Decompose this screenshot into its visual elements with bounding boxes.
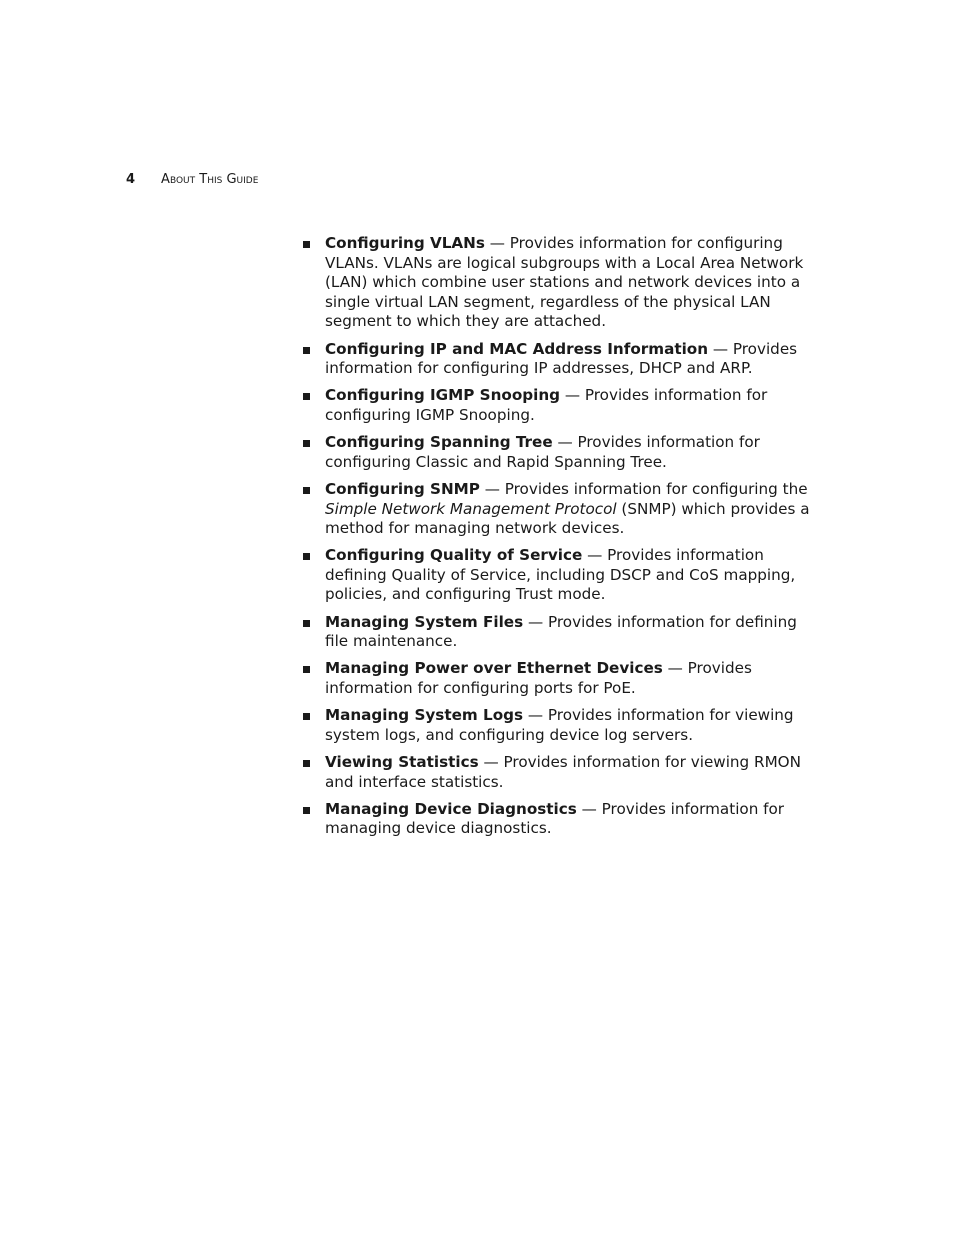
topic-item-managing-device-diagnostics [303,800,813,839]
topic-description-continued: (SNMP) which provides a method for managing network devices. [325,499,810,538]
topic-description: — Provides information for configuring Classic and Rapid Spanning Tree. [325,433,760,471]
square-bullet-icon [303,666,310,673]
topic-title: Managing Power over Ethernet Devices [325,659,663,678]
topic-description: — Provides information defining Quality of Service, including DSCP and CoS mapping, policies, and configuring Trust mode. [325,546,796,604]
topic-description: — Provides information for configuring ports for PoE. [325,659,752,698]
topic-item-configuring-igmp-snooping [303,386,813,425]
topic-item-managing-system-files [303,613,813,652]
topic-description: — Provides information for configuring IGMP Snooping. [325,386,768,424]
topic-title: Configuring IGMP Snooping [325,386,561,405]
topic-item-configuring-qos [303,546,813,605]
running-title: About This Guide [161,172,259,187]
square-bullet-icon [303,620,310,627]
topic-description: — Provides information for managing device diagnostics. [325,799,785,838]
topic-item-managing-poe-devices [303,659,813,698]
square-bullet-icon [303,807,310,814]
topic-title: Configuring Quality of Service [325,546,583,565]
square-bullet-icon [303,393,310,400]
topic-item-managing-system-logs [303,706,813,745]
page-number: 4 [126,172,136,187]
topic-description: — Provides information for configuring IP addresses, DHCP and ARP. [325,339,798,378]
square-bullet-icon [303,241,310,248]
topic-item-configuring-snmp [303,480,813,539]
topic-description: — Provides information for defining file maintenance. [325,612,797,651]
topic-title: Configuring Spanning Tree [325,433,553,452]
topic-description: — Provides information for viewing RMON and interface statistics. [325,753,801,791]
topic-title: Managing System Files [325,612,524,631]
square-bullet-icon [303,347,310,354]
square-bullet-icon [303,440,310,447]
page-header [126,172,258,188]
square-bullet-icon [303,713,310,720]
topic-item-configuring-ip-mac [303,340,813,379]
square-bullet-icon [303,487,310,494]
topic-title: Managing System Logs [325,706,524,725]
topic-title: Configuring VLANs [325,234,485,252]
square-bullet-icon [303,760,310,767]
topic-item-viewing-statistics [303,753,813,792]
topic-title: Viewing Statistics [325,753,479,771]
topic-description: — Provides information for configuring the [479,479,808,498]
topic-description: — Provides information for viewing system logs, and configuring device log servers. [325,706,794,744]
topic-item-configuring-vlans [303,234,813,332]
topic-title: Configuring SNMP [325,479,480,498]
square-bullet-icon [303,553,310,560]
topic-emphasis: Simple Network Management Protocol [325,499,617,518]
topic-description: — Provides information for configuring VLANs. VLANs are logical subgroups with a Local Area Network (LAN) which combine user stations and network devices into a single virtual LAN segment, regardless of the physical LAN segment to which they are attached. [325,234,804,331]
topic-title: Managing Device Diagnostics [325,799,577,818]
topic-title: Configuring IP and MAC Address Information [325,339,709,358]
chapter-topic-list [303,234,813,847]
topic-item-configuring-spanning-tree [303,433,813,472]
